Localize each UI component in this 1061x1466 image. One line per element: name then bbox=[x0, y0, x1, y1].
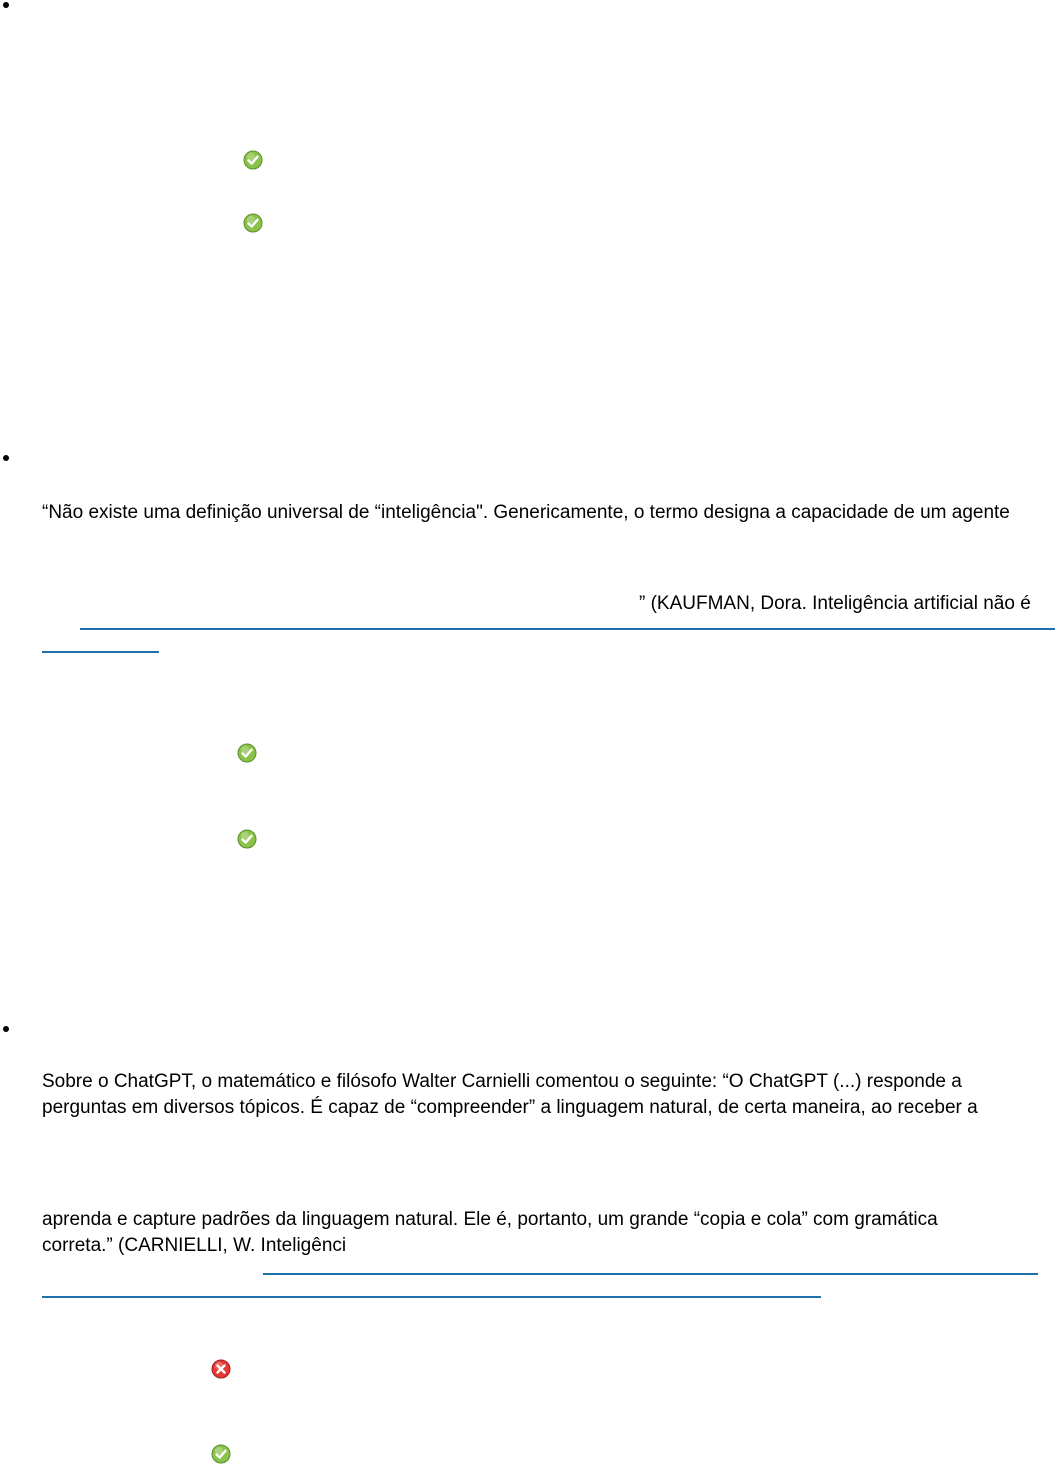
source-link-continued[interactable] bbox=[42, 1296, 821, 1298]
quote-text-line-4: correta.” (CARNIELLI, W. Inteligênci bbox=[42, 1235, 347, 1256]
check-icon bbox=[237, 743, 257, 763]
source-link[interactable] bbox=[80, 628, 1055, 630]
check-icon bbox=[243, 213, 263, 233]
source-link-continued[interactable] bbox=[42, 651, 159, 653]
quote-text-line-2: ” (KAUFMAN, Dora. Inteligência artificial não é bbox=[639, 593, 1031, 614]
quote-text-line-2: perguntas em diversos tópicos. É capaz de “compreender” a linguagem natural, de certa maneira, ao receber a bbox=[42, 1097, 978, 1118]
quote-text-line-3: aprenda e capture padrões da linguagem natural. Ele é, portanto, um grande “copia e cola” com gramática bbox=[42, 1209, 938, 1230]
source-link[interactable] bbox=[263, 1273, 1038, 1275]
check-icon bbox=[211, 1444, 231, 1464]
check-icon bbox=[237, 829, 257, 849]
wrong-icon bbox=[211, 1359, 231, 1379]
quote-text-line-1: Sobre o ChatGPT, o matemático e filósofo Walter Carnielli comentou o seguinte: “O ChatGPT (...) responde a bbox=[42, 1071, 962, 1092]
quote-text-line-1: “Não existe uma definição universal de “inteligência". Genericamente, o termo designa a capacidade de um agente bbox=[42, 502, 1010, 523]
bullet bbox=[3, 2, 9, 8]
bullet bbox=[3, 455, 9, 461]
bullet bbox=[3, 1026, 9, 1032]
check-icon bbox=[243, 150, 263, 170]
